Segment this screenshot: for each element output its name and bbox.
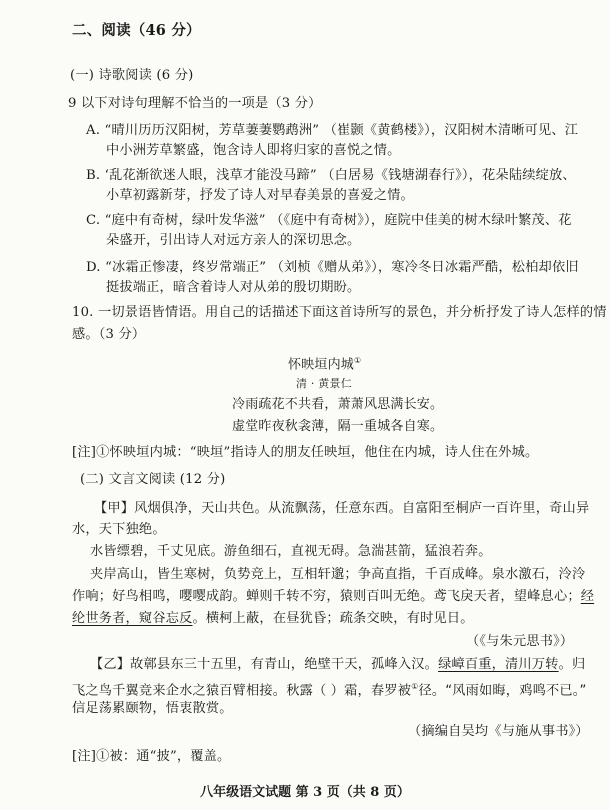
yi-line-2-b: 径。“风雨如晦，鸡鸣不已。” [418,683,587,699]
yi-source: （摘编自吴均《与施从事书》） [408,724,589,739]
poem-line-2: 虚堂昨夜秋衾薄，隔一重城各自寒。 [232,419,444,434]
poem-note: [注]①怀映垣内城：“映垣”指诗人的朋友任映垣，他住在内城，诗人住在外城。 [72,445,539,460]
q9-option-b-line1: B. ‘乱花渐欲迷人眼，浅草才能没马蹄” （白居易《钱塘湖春行》），花朵陆续绽放、 [86,168,576,183]
jia-source: （《与朱元思书》） [466,634,574,649]
yi-note-mark: ① [411,682,419,691]
jia-line-5-text: 作响；好鸟相鸣，嘤嘤成韵。蝉则千转不穷，猿则百叫无绝。鸢飞戾天者，望峰息心； [72,589,581,604]
jia-line-2: 水，天下独绝。 [72,522,166,537]
jia-line-6 [72,610,474,628]
yi-underlined-phrase: 绿嶂百重，清川万转 [438,657,559,672]
jia-line-3: 水皆缥碧，千丈见底。游鱼细石，直视无碍。急湍甚箭，猛浪若奔。 [90,544,492,559]
page-footer: 八年级语文试题 第 3 页（共 8 页） [200,785,410,800]
q10-stem-line1: 10. 一切景语皆情语。用自己的话描述下面这首诗所写的景色，并分析抒发了诗人怎样的情 [72,305,607,320]
jia-line-1: 【甲】风烟俱净，天山共色。从流飘荡，任意东西。自富阳至桐庐一百许里，奇山异 [94,501,590,516]
q9-option-d-line1: D. “冰霜正惨凄，终岁常端正” （刘桢《赠从弟》），寒冷冬日冰霜严酷，松柏却依旧 [86,260,579,275]
q9-option-c-line1: C. “庭中有奇树，绿叶发华滋” （《庭中有奇树》），庭院中佳美的树木绿叶繁茂、花 [86,213,572,228]
yi-note: [注]①被：通“披”，覆盖。 [72,749,231,764]
q9-option-c-line2: 朵盛开，引出诗人对远方亲人的深切思念。 [106,233,361,248]
jia-line-4: 夹岸高山，皆生寒树，负势竞上，互相轩邈；争高直指，千百成峰。泉水激石，泠泠 [90,567,586,582]
poem-author: 清 · 黄景仁 [296,377,352,390]
yi-line-1-b: 。归 [558,657,586,672]
q10-stem-line2: 感。（3 分） [72,327,146,342]
yi-line-1-a: 【乙】故鄣县东三十五里，有青山，绝壁干天，孤峰入汉。 [90,657,439,672]
classical-subsection-title: (二) 文言文阅读 (12 分) [80,472,226,487]
jia-underlined-start: 经 [580,589,595,604]
q9-option-a-line2: 中小洲芳草繁盛，饱含诗人即将归家的喜悦之情。 [106,143,401,158]
q9-option-a-line1: A. “晴川历历汉阳树，芳草萋萋鹦鹉洲” （崔颢《黄鹤楼》），汉阳树木清晰可见、江 [86,123,579,138]
poetry-subsection-title: (一) 诗歌阅读 (6 分) [70,68,194,83]
poem-title-text: 怀映垣内城 [288,357,355,373]
yi-line-3: 信足荡累颐物，悟衷散赏。 [72,701,233,716]
poem-line-1: 冷雨疏花不共看，萧萧风思满长安。 [232,397,444,412]
jia-line-5 [72,588,594,606]
yi-line-2 [72,678,587,700]
q9-option-b-line2: 小草初露新芽，抒发了诗人对早春美景的喜爱之情。 [106,188,414,203]
poem-title [288,352,361,374]
section-title: 二、阅读（46 分） [72,22,201,39]
yi-line-1 [90,656,585,674]
yi-line-2-a: 飞之鸟千翼竞来企水之猿百臂相接。秋露（ ）霜，春罗被 [72,683,412,699]
poem-note-mark: ① [354,356,362,365]
q9-stem: 9 以下对诗句理解不恰当的一项是（3 分） [68,96,322,111]
jia-line-6-text: 。横柯上蔽，在昼犹昏；疏条交映，有时见日。 [192,611,474,626]
jia-underlined-phrase: 纶世务者，窥谷忘反 [72,611,193,626]
q9-option-d-line2: 挺拔端正，暗含着诗人对从弟的殷切期盼。 [106,280,361,295]
